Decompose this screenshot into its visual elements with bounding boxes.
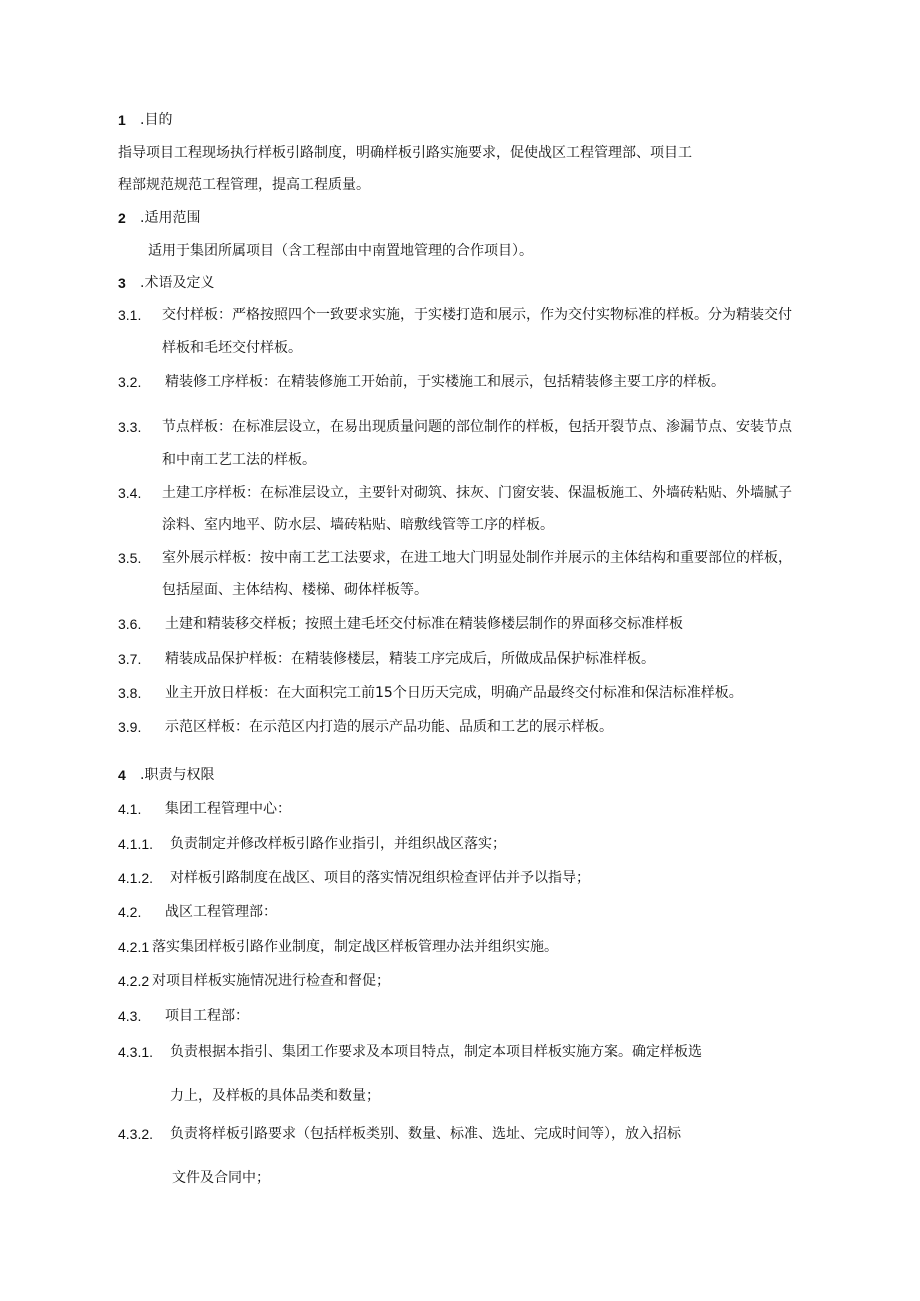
- duty-number: 4.3.1.: [118, 1044, 154, 1060]
- section-4-title: .职责与权限: [140, 767, 215, 783]
- term-line-1: 示范区样板：在示范区内打造的展示产品功能、品质和工艺的展示样板。: [165, 719, 613, 735]
- section-3-title: .术语及定义: [140, 275, 215, 291]
- duty-number: 4.3.2.: [118, 1126, 154, 1142]
- term-line-2: 样板和毛坯交付样板。: [162, 340, 302, 356]
- section-1-number: 1: [118, 112, 126, 128]
- term-number: 3.5.: [118, 550, 142, 566]
- duty-number: 4.2.1: [118, 939, 150, 955]
- term-line-2: 涂料、室内地平、防水层、墙砖粘贴、暗敷线管等工序的样板。: [162, 517, 554, 533]
- term-number: 3.6.: [118, 616, 142, 632]
- term-number: 3.1.: [118, 307, 142, 323]
- section-2-title: .适用范围: [140, 210, 201, 226]
- duty-text: 落实集团样板引路作业制度，制定战区样板管理办法并组织实施。: [152, 939, 558, 955]
- term-line-2: 和中南工艺工法的样板。: [162, 452, 316, 468]
- duty-number: 4.1.1.: [118, 836, 154, 852]
- duty-line-1: 负责将样板引路要求（包括样板类别、数量、标准、选址、完成时间等），放入招标: [170, 1126, 681, 1142]
- term-line-2: 包括屋面、主体结构、楼梯、砌体样板等。: [162, 582, 428, 598]
- duty-text: 集团工程管理中心：: [165, 801, 291, 817]
- duty-text: 对样板引路制度在战区、项目的落实情况组织检查评估并予以指导；: [170, 870, 590, 886]
- duty-line-1: 负责根据本指引、集团工作要求及本项目特点，制定本项目样板实施方案。确定样板选: [170, 1044, 702, 1060]
- duty-number: 4.2.: [118, 904, 142, 920]
- duty-line-2: 力上，及样板的具体品类和数量；: [170, 1088, 380, 1104]
- section-3-number: 3: [118, 275, 126, 291]
- term-line-1: 精装修工序样板：在精装修施工开始前，于实楼施工和展示，包括精装修主要工序的样板。: [165, 374, 725, 390]
- term-number: 3.4.: [118, 485, 142, 501]
- term-number: 3.2.: [118, 374, 142, 390]
- duty-number: 4.3.: [118, 1008, 142, 1024]
- term-line-1: 室外展示样板：按中南工艺工法要求，在进工地大门明显处制作并展示的主体结构和重要部位的样板，: [162, 550, 792, 566]
- duty-number: 4.1.2.: [118, 870, 154, 886]
- term-number: 3.7.: [118, 651, 142, 667]
- purpose-line-1: 指导项目工程现场执行样板引路制度，明确样板引路实施要求，促使战区工程管理部、项目工: [118, 145, 692, 161]
- term-line-1: 业主开放日样板：在大面积完工前15个日历天完成，明确产品最终交付标准和保洁标准样板。: [165, 685, 743, 701]
- term-number: 3.3.: [118, 419, 142, 435]
- term-number: 3.9.: [118, 719, 142, 735]
- duty-text: 对项目样板实施情况进行检查和督促；: [152, 973, 390, 989]
- term-line-1: 节点样板：在标准层设立，在易出现质量问题的部位制作的样板，包括开裂节点、渗漏节点、安装节点: [162, 419, 792, 435]
- duty-number: 4.2.2: [118, 973, 150, 989]
- duty-number: 4.1.: [118, 801, 142, 817]
- term-line-1: 精装成品保护样板：在精装修楼层，精装工序完成后，所做成品保护标准样板。: [165, 651, 655, 667]
- duty-text: 项目工程部：: [165, 1008, 249, 1024]
- duty-text: 负责制定并修改样板引路作业指引，并组织战区落实；: [170, 836, 506, 852]
- term-line-1: 土建工序样板：在标准层设立，主要针对砌筑、抹灰、门窗安装、保温板施工、外墙砖粘贴、外墙腻子: [162, 485, 792, 501]
- duty-line-2: 文件及合同中；: [172, 1170, 270, 1186]
- scope-text: 适用于集团所属项目（含工程部由中南置地管理的合作项目）。: [148, 243, 533, 259]
- purpose-line-2: 程部规范规范工程管理，提高工程质量。: [118, 177, 370, 193]
- term-line-1: 土建和精装移交样板；按照土建毛坯交付标准在精装修楼层制作的界面移交标准样板: [165, 616, 683, 632]
- section-4-number: 4: [118, 767, 126, 783]
- section-1-title: .目的: [140, 112, 173, 128]
- term-number: 3.8.: [118, 685, 142, 701]
- duty-text: 战区工程管理部：: [165, 904, 277, 920]
- term-line-1: 交付样板：严格按照四个一致要求实施，于实楼打造和展示，作为交付实物标准的样板。分为精装交付: [162, 307, 792, 323]
- section-2-number: 2: [118, 210, 126, 226]
